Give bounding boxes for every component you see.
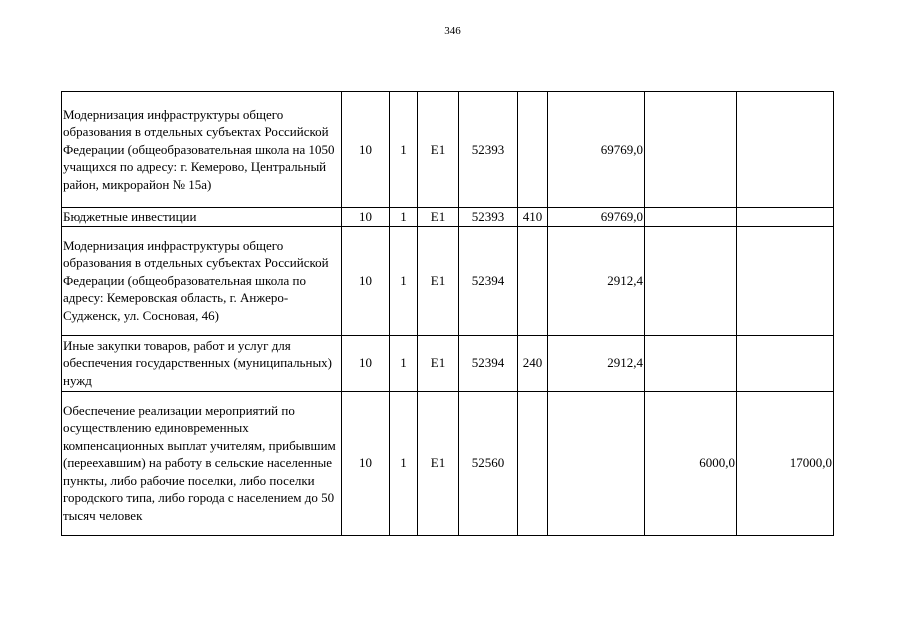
expense-type-code: 410 bbox=[518, 208, 548, 227]
expense-type-code bbox=[518, 226, 548, 335]
amount-3 bbox=[737, 335, 834, 391]
row-name: Модернизация инфраструктуры общего образования в отдельных субъектах Российской Федерации (общеобразовательная школа на 1050 учащихся по адресу: г. Кемерово, Центральный район, микрорайон № 15а) bbox=[62, 92, 342, 208]
subsection-code: 1 bbox=[390, 92, 418, 208]
subsection-code: 1 bbox=[390, 226, 418, 335]
direction-code: 52560 bbox=[459, 391, 518, 535]
subsection-code: 1 bbox=[390, 208, 418, 227]
amount-1: 69769,0 bbox=[548, 92, 645, 208]
table-row bbox=[62, 208, 834, 227]
amount-3 bbox=[737, 208, 834, 227]
row-name: Иные закупки товаров, работ и услуг для обеспечения государственных (муниципальных) нужд bbox=[62, 335, 342, 391]
subsection-code: 1 bbox=[390, 391, 418, 535]
row-name: Бюджетные инвестиции bbox=[62, 208, 342, 227]
direction-code: 52393 bbox=[459, 208, 518, 227]
expense-type-code bbox=[518, 391, 548, 535]
amount-3 bbox=[737, 226, 834, 335]
row-name: Модернизация инфраструктуры общего образования в отдельных субъектах Российской Федерации (общеобразовательная школа по адресу: Кемеровская область, г. Анжеро-Судженск, ул. Сосновая, 46) bbox=[62, 226, 342, 335]
amount-3 bbox=[737, 92, 834, 208]
row-name: Обеспечение реализации мероприятий по осуществлению единовременных компенсационных выплат учителям, прибывшим (переехавшим) на работу в сельские населенные пункты, либо рабочие поселки, либо поселки городского типа, либо города с населением до 50 тысяч человек bbox=[62, 391, 342, 535]
subsection-code: 1 bbox=[390, 335, 418, 391]
amount-2 bbox=[645, 226, 737, 335]
section-code: 10 bbox=[342, 208, 390, 227]
amount-1: 2912,4 bbox=[548, 335, 645, 391]
section-code: 10 bbox=[342, 226, 390, 335]
expense-type-code bbox=[518, 92, 548, 208]
budget-table bbox=[61, 91, 834, 536]
page-number: 346 bbox=[444, 25, 461, 37]
amount-1: 2912,4 bbox=[548, 226, 645, 335]
amount-2 bbox=[645, 92, 737, 208]
direction-code: 52394 bbox=[459, 226, 518, 335]
program-code: Е1 bbox=[418, 226, 459, 335]
table-row bbox=[62, 226, 834, 335]
amount-2 bbox=[645, 208, 737, 227]
section-code: 10 bbox=[342, 335, 390, 391]
program-code: Е1 bbox=[418, 208, 459, 227]
section-code: 10 bbox=[342, 92, 390, 208]
amount-2: 6000,0 bbox=[645, 391, 737, 535]
program-code: Е1 bbox=[418, 335, 459, 391]
table-row bbox=[62, 391, 834, 535]
direction-code: 52394 bbox=[459, 335, 518, 391]
table-row bbox=[62, 335, 834, 391]
section-code: 10 bbox=[342, 391, 390, 535]
table-row bbox=[62, 92, 834, 208]
program-code: Е1 bbox=[418, 391, 459, 535]
program-code: Е1 bbox=[418, 92, 459, 208]
amount-1 bbox=[548, 391, 645, 535]
amount-3: 17000,0 bbox=[737, 391, 834, 535]
amount-1: 69769,0 bbox=[548, 208, 645, 227]
amount-2 bbox=[645, 335, 737, 391]
expense-type-code: 240 bbox=[518, 335, 548, 391]
direction-code: 52393 bbox=[459, 92, 518, 208]
